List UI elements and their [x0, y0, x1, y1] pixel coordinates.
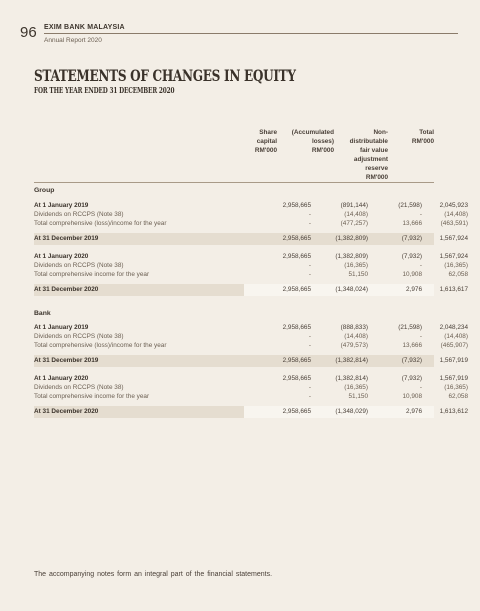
- cell-fair-value-reserve: (21,598): [398, 202, 422, 209]
- cell-share-capital: -: [308, 384, 311, 391]
- cell-total: 2,048,234: [439, 324, 468, 331]
- table-row-total: [34, 235, 468, 246]
- table-row: [34, 262, 468, 271]
- cell-fair-value-reserve: 10,908: [402, 271, 422, 278]
- report-name: Annual Report 2020: [44, 37, 102, 44]
- cell-fair-value-reserve: -: [419, 384, 422, 391]
- row-label: At 1 January 2019: [34, 202, 89, 209]
- cell-share-capital: 2,958,665: [282, 324, 311, 331]
- cell-accumulated-losses: (1,382,814): [335, 357, 368, 364]
- row-label: At 1 January 2019: [34, 324, 89, 331]
- section-label-bank: Bank: [34, 310, 51, 317]
- table-row-total: [34, 357, 468, 368]
- table-row: [34, 342, 468, 351]
- table-row: [34, 324, 468, 333]
- table-row: [34, 211, 468, 220]
- cell-accumulated-losses: (16,365): [344, 384, 368, 391]
- cell-total: 1,613,617: [439, 286, 468, 293]
- row-label: At 31 December 2020: [34, 286, 99, 293]
- table-header-divider: [34, 182, 434, 183]
- cell-fair-value-reserve: (7,932): [401, 375, 422, 382]
- cell-fair-value-reserve: (21,598): [398, 324, 422, 331]
- cell-total: (463,591): [440, 220, 468, 227]
- cell-share-capital: 2,958,665: [282, 202, 311, 209]
- table-row: [34, 271, 468, 280]
- row-label: Dividends on RCCPS (Note 38): [34, 333, 124, 340]
- page-title: STATEMENTS OF CHANGES IN EQUITY: [34, 66, 296, 85]
- cell-fair-value-reserve: 2,976: [406, 408, 422, 415]
- cell-accumulated-losses: (891,144): [340, 202, 368, 209]
- company-name: EXIM BANK MALAYSIA: [44, 24, 125, 31]
- table-row: [34, 220, 468, 229]
- cell-share-capital: -: [308, 220, 311, 227]
- cell-fair-value-reserve: 10,908: [402, 393, 422, 400]
- cell-accumulated-losses: 51,150: [348, 393, 368, 400]
- table-row-total: [34, 286, 468, 297]
- cell-fair-value-reserve: (7,932): [401, 357, 422, 364]
- footnote: The accompanying notes form an integral part of the financial statements.: [34, 571, 273, 578]
- page-number: 96: [20, 24, 37, 41]
- row-label: Dividends on RCCPS (Note 38): [34, 211, 124, 218]
- cell-fair-value-reserve: (7,932): [401, 253, 422, 260]
- cell-accumulated-losses: (1,382,809): [335, 235, 368, 242]
- cell-share-capital: -: [308, 393, 311, 400]
- cell-accumulated-losses: (477,257): [340, 220, 368, 227]
- cell-share-capital: -: [308, 211, 311, 218]
- row-label: Dividends on RCCPS (Note 38): [34, 262, 124, 269]
- cell-accumulated-losses: (1,348,024): [335, 286, 368, 293]
- table-row: [34, 384, 468, 393]
- cell-total: (16,365): [444, 262, 468, 269]
- cell-share-capital: 2,958,665: [282, 357, 311, 364]
- cell-total: 1,567,924: [439, 235, 468, 242]
- cell-total: 62,058: [448, 271, 468, 278]
- section-label-group: Group: [34, 187, 55, 194]
- table-row: [34, 393, 468, 402]
- cell-fair-value-reserve: 2,976: [406, 286, 422, 293]
- cell-share-capital: 2,958,665: [282, 235, 311, 242]
- cell-accumulated-losses: (1,382,814): [335, 375, 368, 382]
- cell-share-capital: -: [308, 342, 311, 349]
- row-label: At 31 December 2019: [34, 357, 99, 364]
- cell-fair-value-reserve: (7,932): [401, 235, 422, 242]
- row-label: Total comprehensive (loss)/income for the year: [34, 220, 167, 227]
- cell-total: 1,567,919: [439, 357, 468, 364]
- cell-share-capital: 2,958,665: [282, 408, 311, 415]
- row-label: At 31 December 2020: [34, 408, 99, 415]
- column-header-share-capital: Share capital RM'000: [254, 129, 277, 154]
- table-row: [34, 253, 468, 262]
- page-subtitle: FOR THE YEAR ENDED 31 DECEMBER 2020: [34, 86, 175, 96]
- column-header-total: Total RM'000: [411, 129, 434, 145]
- cell-fair-value-reserve: 13,666: [402, 342, 422, 349]
- cell-fair-value-reserve: -: [419, 262, 422, 269]
- cell-share-capital: 2,958,665: [282, 375, 311, 382]
- row-label: Dividends on RCCPS (Note 38): [34, 384, 124, 391]
- table-row: [34, 333, 468, 342]
- cell-accumulated-losses: (1,348,029): [335, 408, 368, 415]
- cell-total: 1,567,924: [439, 253, 468, 260]
- cell-share-capital: -: [308, 333, 311, 340]
- row-label: Total comprehensive income for the year: [34, 271, 150, 278]
- cell-total: (16,365): [444, 384, 468, 391]
- cell-accumulated-losses: 51,150: [348, 271, 368, 278]
- cell-total: 2,045,923: [439, 202, 468, 209]
- row-label: Total comprehensive (loss)/income for the year: [34, 342, 167, 349]
- cell-share-capital: -: [308, 262, 311, 269]
- table-row-total: [34, 408, 468, 419]
- cell-share-capital: 2,958,665: [282, 286, 311, 293]
- row-label: At 1 January 2020: [34, 375, 89, 382]
- column-header-accumulated-losses: (Accumulated losses) RM'000: [291, 129, 334, 154]
- cell-total: (465,907): [440, 342, 468, 349]
- cell-accumulated-losses: (888,833): [340, 324, 368, 331]
- cell-accumulated-losses: (16,365): [344, 262, 368, 269]
- cell-share-capital: -: [308, 271, 311, 278]
- cell-total: (14,408): [444, 333, 468, 340]
- row-label: At 1 January 2020: [34, 253, 89, 260]
- cell-fair-value-reserve: -: [419, 333, 422, 340]
- table-row: [34, 202, 468, 211]
- cell-accumulated-losses: (479,573): [340, 342, 368, 349]
- row-label: At 31 December 2019: [34, 235, 99, 242]
- cell-accumulated-losses: (1,382,809): [335, 253, 368, 260]
- cell-share-capital: 2,958,665: [282, 253, 311, 260]
- cell-accumulated-losses: (14,408): [344, 211, 368, 218]
- row-label: Total comprehensive income for the year: [34, 393, 150, 400]
- cell-fair-value-reserve: -: [419, 211, 422, 218]
- cell-total: (14,408): [444, 211, 468, 218]
- header-divider: [44, 33, 458, 34]
- cell-total: 1,567,919: [439, 375, 468, 382]
- table-row: [34, 375, 468, 384]
- cell-accumulated-losses: (14,408): [344, 333, 368, 340]
- cell-total: 1,613,612: [439, 408, 468, 415]
- cell-fair-value-reserve: 13,666: [402, 220, 422, 227]
- column-header-fair-value-reserve: Non- distributable fair value adjustment reserve RM'000: [349, 129, 388, 181]
- cell-total: 62,058: [448, 393, 468, 400]
